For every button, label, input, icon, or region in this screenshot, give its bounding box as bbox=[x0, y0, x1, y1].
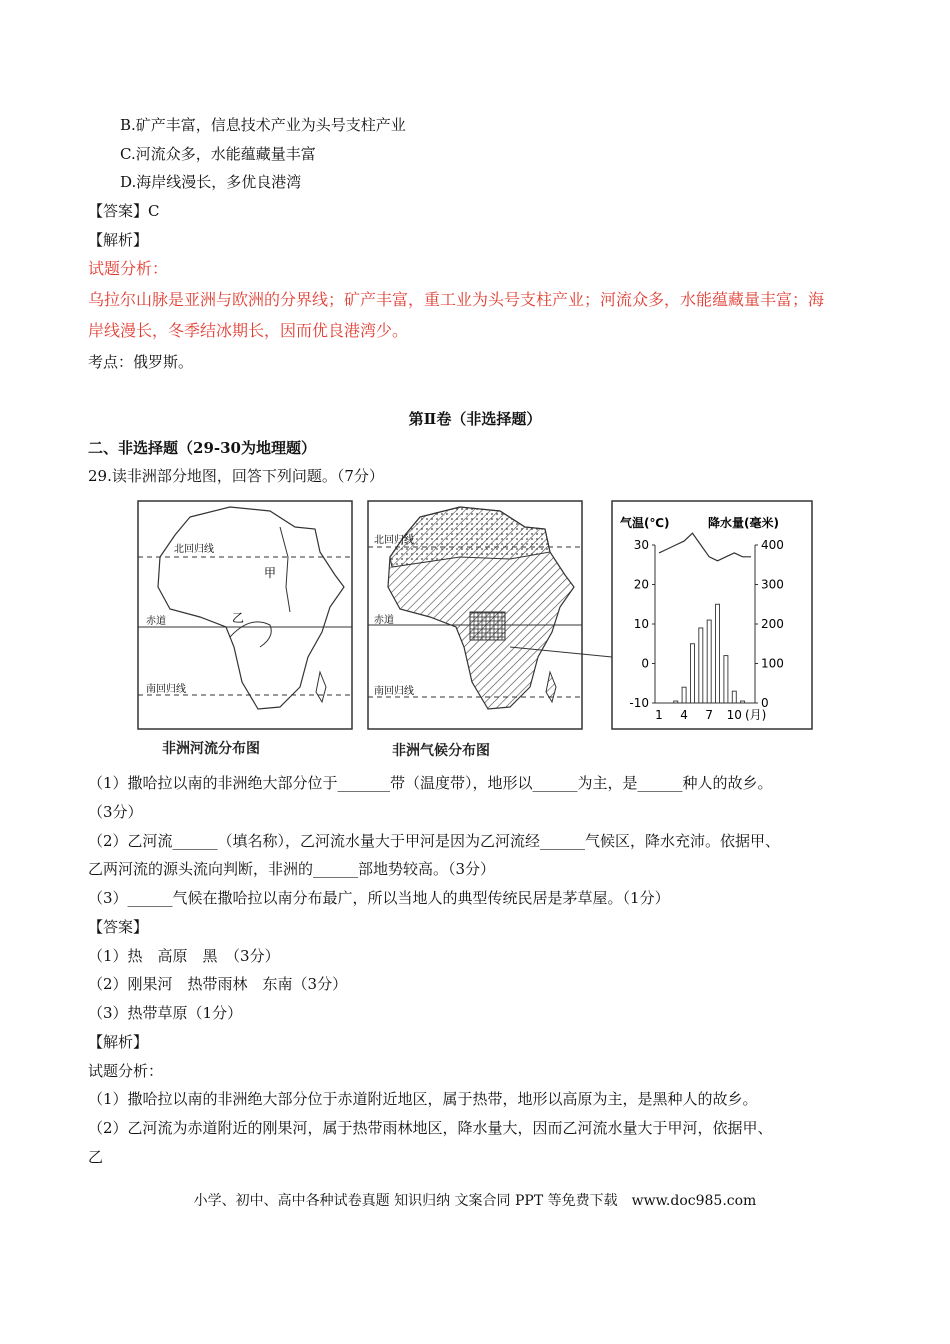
left-tick-label: 0 bbox=[641, 656, 649, 671]
river-map-caption: 非洲河流分布图 bbox=[162, 741, 260, 757]
climate-map-caption: 非洲气候分布图 bbox=[392, 743, 490, 759]
left-tick-label: 10 bbox=[633, 617, 649, 631]
q29-ans3: （3）热带草原（1分） bbox=[88, 1004, 243, 1022]
q29-exp2-line2: 乙 bbox=[88, 1148, 104, 1166]
q28-analysis-label: 【解析】 bbox=[88, 231, 149, 249]
x-tick-label: 1 bbox=[655, 708, 663, 722]
q29-sub1-line2: （3分） bbox=[88, 803, 143, 821]
map1-yi-label: 乙 bbox=[232, 611, 245, 625]
map1-equator-label: 赤道 bbox=[146, 616, 166, 627]
q29-ans2: （2）刚果河 热带雨林 东南（3分） bbox=[88, 975, 348, 993]
africa-figure bbox=[130, 497, 820, 769]
rainforest-zone bbox=[470, 612, 505, 640]
right-tick-label: 400 bbox=[761, 538, 784, 552]
chart-right-title: 降水量(毫米) bbox=[708, 516, 779, 530]
q29-stem: 29.读非洲部分地图，回答下列问题。（7分） bbox=[88, 467, 384, 485]
q29-exp1: （1）撒哈拉以南的非洲绝大部分位于赤道附近地区，属于热带，地形以高原为主，是黑种人的故乡。 bbox=[88, 1090, 758, 1108]
left-tick-label: 20 bbox=[633, 577, 649, 592]
q28-analysis-line1: 乌拉尔山脉是亚洲与欧洲的分界线；矿产丰富，重工业为头号支柱产业；河流众多，水能蕴藏量丰富；海 bbox=[88, 290, 825, 309]
map2-equator-label: 赤道 bbox=[374, 615, 394, 626]
part-title: 二、非选择题（29-30为地理题） bbox=[88, 439, 316, 457]
q29-answer-label: 【答案】 bbox=[88, 918, 149, 936]
page-footer: 小学、初中、高中各种试卷真题 知识归纳 文案合同 PPT 等免费下载 www.doc985.com bbox=[193, 1193, 757, 1209]
q29-ans1: （1）热 高原 黑 （3分） bbox=[88, 947, 280, 965]
right-tick-label: 200 bbox=[761, 617, 784, 631]
q29-analysis-label: 【解析】 bbox=[88, 1033, 149, 1051]
option-c: C.河流众多，水能蕴藏量丰富 bbox=[120, 145, 316, 163]
q28-analysis-line2: 岸线漫长，冬季结冰期长，因而优良港湾少。 bbox=[88, 321, 409, 340]
x-tick-label: 7 bbox=[705, 708, 714, 722]
right-tick-label: 100 bbox=[761, 656, 784, 671]
volume-title: 第Ⅱ卷（非选择题） bbox=[408, 410, 542, 428]
climate-chart-frame bbox=[612, 501, 812, 729]
right-tick-label: 0 bbox=[761, 696, 769, 710]
x-tick-label: 10 bbox=[726, 708, 742, 722]
q29-exp2-line1: （2）乙河流为赤道附近的刚果河，属于热带雨林地区，降水量大，因而乙河流水量大于甲河，依据甲、 bbox=[88, 1119, 773, 1137]
map1-south-label: 南回归线 bbox=[146, 684, 186, 695]
q29-analysis-title: 试题分析： bbox=[88, 1062, 164, 1080]
map1-north-label: 北回归线 bbox=[174, 544, 214, 555]
x-unit-label: (月) bbox=[745, 708, 767, 722]
q29-sub1-line1: （1）撒哈拉以南的非洲绝大部分位于_______带（温度带），地形以______为主，是______种人的故乡。 bbox=[88, 774, 773, 792]
map1-jia-label: 甲 bbox=[264, 566, 277, 580]
x-tick-label: 4 bbox=[680, 708, 688, 722]
q29-sub2-line2: 乙两河流的源头流向判断，非洲的______部地势较高。（3分） bbox=[88, 860, 496, 878]
q28-analysis-title: 试题分析： bbox=[88, 259, 169, 278]
map2-south-label: 南回归线 bbox=[374, 686, 414, 697]
q28-answer: 【答案】C bbox=[88, 202, 160, 220]
option-d: D.海岸线漫长，多优良港湾 bbox=[120, 173, 302, 191]
option-b: B.矿产丰富，信息技术产业为头号支柱产业 bbox=[120, 116, 406, 134]
chart-left-title: 气温(℃) bbox=[620, 516, 670, 530]
q29-sub2-line1: （2）乙河流______（填名称），乙河流水量大于甲河是因为乙河流经______气候区，降水充沛。依据甲、 bbox=[88, 832, 781, 850]
left-tick-label: 30 bbox=[633, 538, 649, 552]
map2-north-label: 北回归线 bbox=[374, 535, 414, 546]
q29-sub3: （3）______气候在撒哈拉以南分布最广，所以当地人的典型传统民居是茅草屋。（1分） bbox=[88, 889, 670, 907]
left-tick-label: -10 bbox=[629, 696, 649, 710]
right-tick-label: 300 bbox=[761, 577, 784, 592]
q28-kaodian: 考点：俄罗斯。 bbox=[88, 353, 194, 371]
